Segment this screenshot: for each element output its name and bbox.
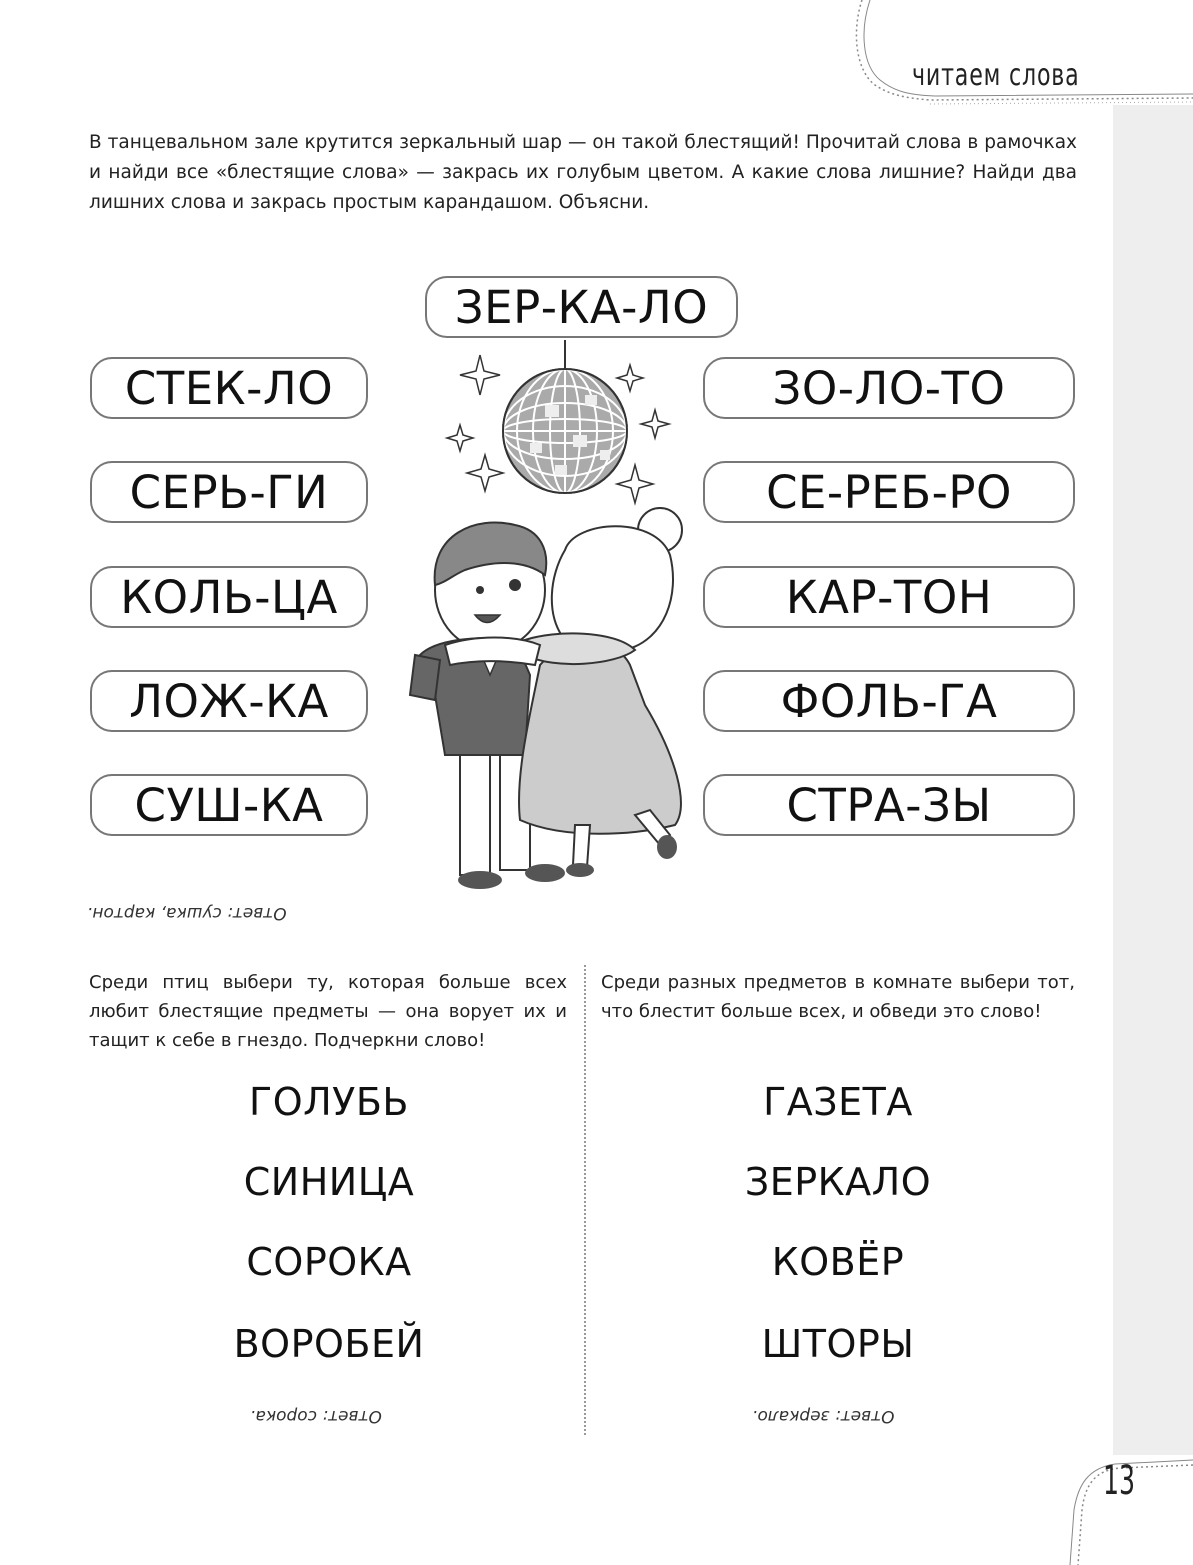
bird-word-4[interactable]: ВОРОБЕЙ bbox=[233, 1322, 425, 1366]
task-instructions: В танцевальном зале крутится зеркальный шар — он такой блестящий! Прочитай слова в рамочках и найди все «блестящие слова» — закрась их голубым цветом. А какие слова лишние? Найди два лишних слова и закрась простым карандашом. Объясни. bbox=[89, 132, 1077, 213]
margin-strip bbox=[1113, 105, 1193, 1455]
answer-1: Ответ: сушка, картон. bbox=[87, 903, 287, 923]
word-box-right-1[interactable]: ЗО-ЛО-ТО bbox=[703, 357, 1075, 419]
answer-3: Ответ: зеркало. bbox=[752, 1406, 895, 1426]
word-box-right-4[interactable]: ФОЛЬ-ГА bbox=[703, 670, 1075, 732]
word-box-right-2[interactable]: СЕ-РЕБ-РО bbox=[703, 461, 1075, 523]
word-box-right-5[interactable]: СТРА-ЗЫ bbox=[703, 774, 1075, 836]
object-word-3[interactable]: КОВЁР bbox=[771, 1240, 905, 1284]
object-word-4[interactable]: ШТОРЫ bbox=[761, 1322, 915, 1366]
object-word-1[interactable]: ГАЗЕТА bbox=[763, 1080, 913, 1124]
word-box-left-2[interactable]: СЕРЬ-ГИ bbox=[90, 461, 368, 523]
answer-2: Ответ: сорока. bbox=[250, 1406, 382, 1426]
objects-task-text: Среди разных предметов в комнате выбери тот, что блестит больше всех, и обведи это слово! bbox=[601, 972, 1075, 1022]
page-number: 13 bbox=[1103, 1458, 1136, 1504]
section-title: читаем слова bbox=[912, 58, 1080, 93]
bird-word-2[interactable]: СИНИЦА bbox=[243, 1160, 415, 1204]
word-box-top[interactable]: ЗЕР-КА-ЛО bbox=[425, 276, 738, 338]
word-box-left-4[interactable]: ЛОЖ-КА bbox=[90, 670, 368, 732]
word-box-left-1[interactable]: СТЕК-ЛО bbox=[90, 357, 368, 419]
disco-ball-icon bbox=[503, 369, 627, 493]
word-box-left-3[interactable]: КОЛЬ-ЦА bbox=[90, 566, 368, 628]
word-box-left-5[interactable]: СУШ-КА bbox=[90, 774, 368, 836]
object-word-2[interactable]: ЗЕРКАЛО bbox=[744, 1160, 932, 1204]
bird-word-1[interactable]: ГОЛУБЬ bbox=[249, 1080, 409, 1124]
column-divider bbox=[584, 965, 586, 1435]
word-box-right-3[interactable]: КАР-ТОН bbox=[703, 566, 1075, 628]
birds-task-text: Среди птиц выбери ту, которая больше всех любит блестящие предметы — она ворует их и тащит к себе в гнездо. Подчеркни слово! bbox=[89, 972, 567, 1051]
bird-word-3[interactable]: СОРОКА bbox=[246, 1240, 412, 1284]
dancing-couple-illustration bbox=[405, 335, 695, 895]
